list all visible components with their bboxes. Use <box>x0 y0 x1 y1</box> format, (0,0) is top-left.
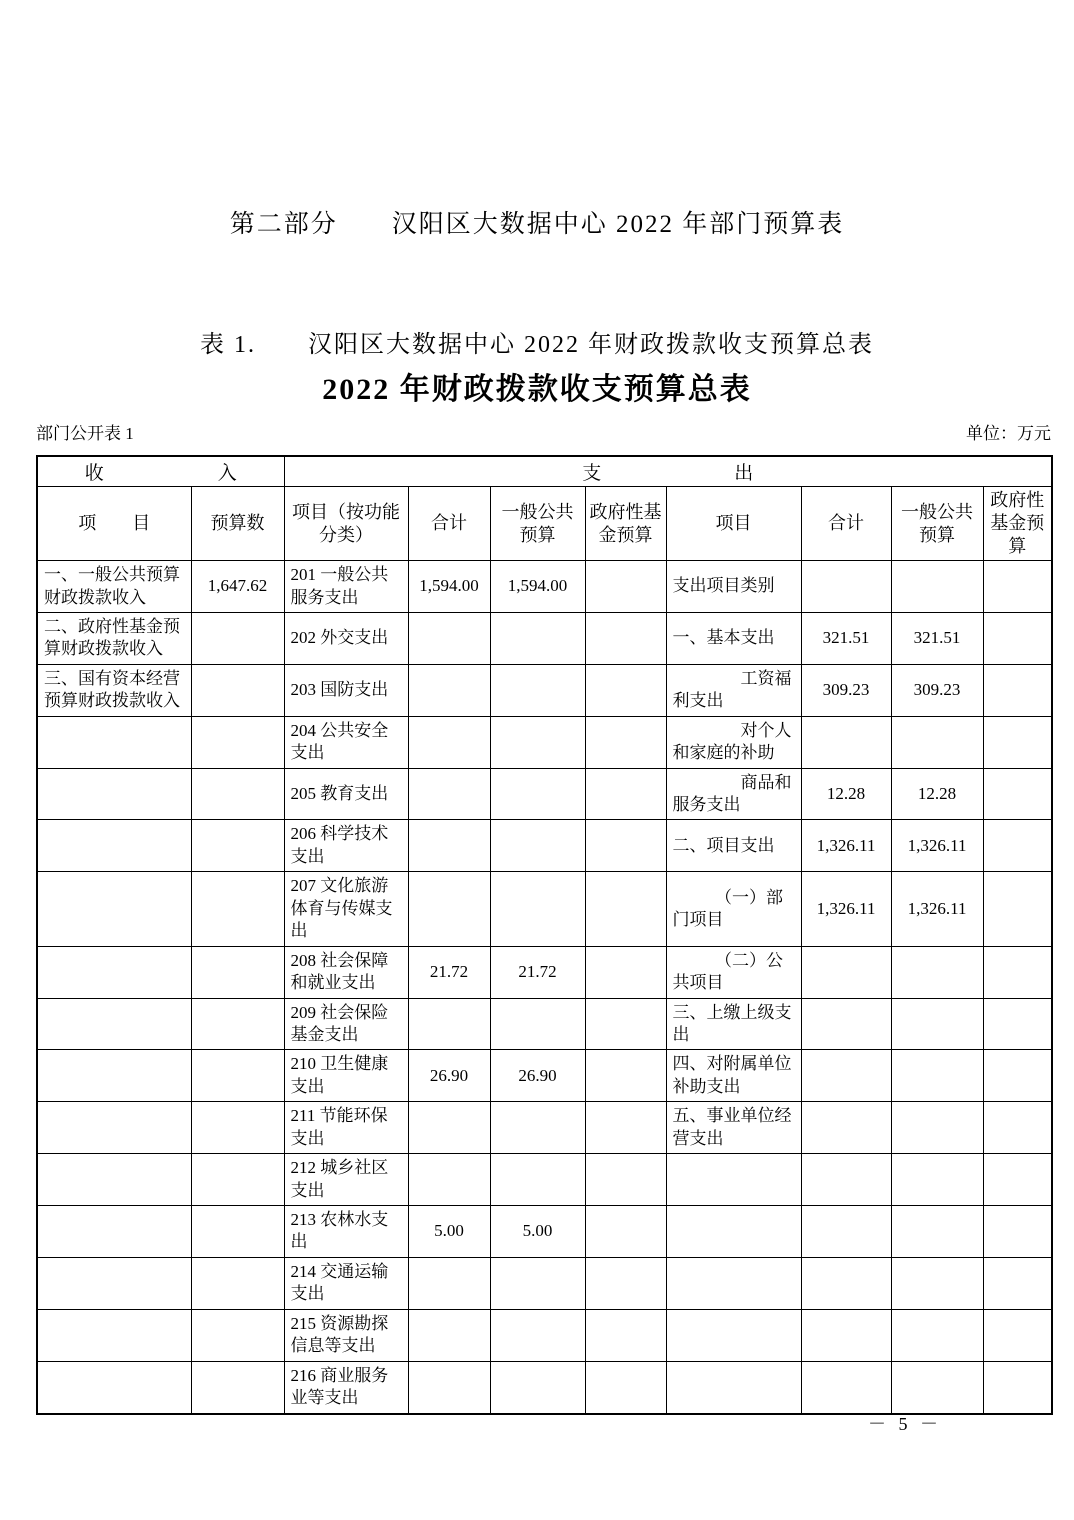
cell-r9-c8 <box>801 998 891 1050</box>
cell-r11-c7: 五、事业单位经营支出 <box>666 1102 801 1154</box>
cell-r10-c1 <box>37 1050 191 1102</box>
page-number: － 5 － <box>868 1414 942 1434</box>
cell-r2-c3: 202 外交支出 <box>284 612 408 664</box>
cell-r12-c3: 212 城乡社区支出 <box>284 1154 408 1206</box>
cell-r7-c8: 1,326.11 <box>801 872 891 946</box>
cell-r14-c10 <box>983 1257 1052 1309</box>
cell-r11-c5 <box>490 1102 585 1154</box>
cell-r10-c5: 26.90 <box>490 1050 585 1102</box>
cell-r5-c10 <box>983 768 1052 820</box>
column-header-5: 一般公共预算 <box>490 487 585 561</box>
cell-r7-c7: （一）部门项目 <box>666 872 801 946</box>
cell-r13-c9 <box>891 1206 983 1258</box>
cell-r3-c3: 203 国防支出 <box>284 664 408 716</box>
cell-r5-c5 <box>490 768 585 820</box>
budget-summary-table <box>36 455 1053 1415</box>
table-row <box>37 1102 1052 1154</box>
cell-r7-c3: 207 文化旅游体育与传媒支出 <box>284 872 408 946</box>
cell-r3-c2 <box>191 664 284 716</box>
cell-r13-c5: 5.00 <box>490 1206 585 1258</box>
cell-r15-c7 <box>666 1309 801 1361</box>
cell-r1-c3: 201 一般公共服务支出 <box>284 561 408 613</box>
cell-r14-c5 <box>490 1257 585 1309</box>
cell-r14-c7 <box>666 1257 801 1309</box>
cell-r4-c2 <box>191 716 284 768</box>
table-row <box>37 1154 1052 1206</box>
cell-r7-c10 <box>983 872 1052 946</box>
cell-r10-c3: 210 卫生健康支出 <box>284 1050 408 1102</box>
cell-r15-c10 <box>983 1309 1052 1361</box>
cell-r4-c4 <box>408 716 490 768</box>
cell-r15-c4 <box>408 1309 490 1361</box>
cell-r14-c9 <box>891 1257 983 1309</box>
cell-r1-c7: 支出项目类别 <box>666 561 801 613</box>
cell-r1-c9 <box>891 561 983 613</box>
table-row <box>37 664 1052 716</box>
cell-r10-c4: 26.90 <box>408 1050 490 1102</box>
column-header-3: 项目（按功能分类） <box>284 487 408 561</box>
cell-r9-c1 <box>37 998 191 1050</box>
column-header-8: 合计 <box>801 487 891 561</box>
cell-r11-c6 <box>585 1102 666 1154</box>
cell-r2-c9: 321.51 <box>891 612 983 664</box>
cell-r3-c8: 309.23 <box>801 664 891 716</box>
cell-r1-c4: 1,594.00 <box>408 561 490 613</box>
table-row <box>37 561 1052 613</box>
cell-r3-c6 <box>585 664 666 716</box>
cell-r16-c7 <box>666 1361 801 1413</box>
cell-r8-c6 <box>585 946 666 998</box>
cell-r4-c5 <box>490 716 585 768</box>
cell-r12-c10 <box>983 1154 1052 1206</box>
cell-r4-c1 <box>37 716 191 768</box>
cell-r2-c10 <box>983 612 1052 664</box>
cell-r9-c3: 209 社会保险基金支出 <box>284 998 408 1050</box>
table-body <box>37 561 1052 1414</box>
cell-r9-c9 <box>891 998 983 1050</box>
table-row <box>37 612 1052 664</box>
cell-r2-c5 <box>490 612 585 664</box>
cell-r11-c8 <box>801 1102 891 1154</box>
cell-r8-c3: 208 社会保障和就业支出 <box>284 946 408 998</box>
cell-r10-c6 <box>585 1050 666 1102</box>
cell-r12-c2 <box>191 1154 284 1206</box>
cell-r16-c5 <box>490 1361 585 1413</box>
part-title: 第二部分 汉阳区大数据中心 2022 年部门预算表 <box>229 211 845 238</box>
cell-r4-c8 <box>801 716 891 768</box>
cell-r9-c6 <box>585 998 666 1050</box>
cell-r14-c4 <box>408 1257 490 1309</box>
cell-r12-c9 <box>891 1154 983 1206</box>
cell-r4-c7: 对个人和家庭的补助 <box>666 716 801 768</box>
cell-r10-c8 <box>801 1050 891 1102</box>
cell-r3-c5 <box>490 664 585 716</box>
cell-r11-c2 <box>191 1102 284 1154</box>
table-row <box>37 1361 1052 1413</box>
cell-r8-c4: 21.72 <box>408 946 490 998</box>
cell-r13-c10 <box>983 1206 1052 1258</box>
cell-r15-c2 <box>191 1309 284 1361</box>
cell-r13-c4: 5.00 <box>408 1206 490 1258</box>
cell-r15-c6 <box>585 1309 666 1361</box>
table-row <box>37 1309 1052 1361</box>
table-label: 部门公开表 1 <box>36 424 134 443</box>
cell-r8-c1 <box>37 946 191 998</box>
cell-r15-c9 <box>891 1309 983 1361</box>
cell-r16-c2 <box>191 1361 284 1413</box>
cell-r14-c6 <box>585 1257 666 1309</box>
cell-r6-c6 <box>585 820 666 872</box>
table-row <box>37 768 1052 820</box>
cell-r15-c3: 215 资源勘探信息等支出 <box>284 1309 408 1361</box>
table-main-title: 2022 年财政拨款收支预算总表 <box>322 373 752 406</box>
cell-r6-c3: 206 科学技术支出 <box>284 820 408 872</box>
cell-r12-c5 <box>490 1154 585 1206</box>
cell-r8-c2 <box>191 946 284 998</box>
cell-r10-c2 <box>191 1050 284 1102</box>
cell-r6-c10 <box>983 820 1052 872</box>
column-header-6: 政府性基金预算 <box>585 487 666 561</box>
table-row <box>37 998 1052 1050</box>
cell-r14-c3: 214 交通运输支出 <box>284 1257 408 1309</box>
cell-r2-c4 <box>408 612 490 664</box>
cell-r2-c1: 二、政府性基金预算财政拨款收入 <box>37 612 191 664</box>
cell-r11-c9 <box>891 1102 983 1154</box>
cell-r15-c8 <box>801 1309 891 1361</box>
cell-r5-c7: 商品和服务支出 <box>666 768 801 820</box>
cell-r4-c10 <box>983 716 1052 768</box>
cell-r8-c5: 21.72 <box>490 946 585 998</box>
cell-r12-c7 <box>666 1154 801 1206</box>
column-header-row <box>37 487 1052 561</box>
cell-r6-c8: 1,326.11 <box>801 820 891 872</box>
unit-label: 单位：万元 <box>966 424 1051 443</box>
cell-r3-c9: 309.23 <box>891 664 983 716</box>
cell-r13-c8 <box>801 1206 891 1258</box>
table-caption: 表 1. 汉阳区大数据中心 2022 年财政拨款收支预算总表 <box>200 332 874 358</box>
cell-r5-c9: 12.28 <box>891 768 983 820</box>
cell-r5-c8: 12.28 <box>801 768 891 820</box>
cell-r15-c5 <box>490 1309 585 1361</box>
cell-r11-c4 <box>408 1102 490 1154</box>
table-row <box>37 1050 1052 1102</box>
cell-r6-c7: 二、项目支出 <box>666 820 801 872</box>
cell-r16-c3: 216 商业服务业等支出 <box>284 1361 408 1413</box>
cell-r11-c3: 211 节能环保支出 <box>284 1102 408 1154</box>
table-row <box>37 1257 1052 1309</box>
table-header <box>37 456 1052 561</box>
cell-r7-c1 <box>37 872 191 946</box>
cell-r12-c8 <box>801 1154 891 1206</box>
cell-r8-c10 <box>983 946 1052 998</box>
cell-r16-c4 <box>408 1361 490 1413</box>
cell-r9-c7: 三、上缴上级支出 <box>666 998 801 1050</box>
cell-r13-c1 <box>37 1206 191 1258</box>
column-header-1: 项 目 <box>37 487 191 561</box>
cell-r1-c8 <box>801 561 891 613</box>
cell-r7-c4 <box>408 872 490 946</box>
cell-r5-c6 <box>585 768 666 820</box>
cell-r16-c8 <box>801 1361 891 1413</box>
cell-r9-c4 <box>408 998 490 1050</box>
cell-r8-c9 <box>891 946 983 998</box>
cell-r8-c8 <box>801 946 891 998</box>
cell-r13-c6 <box>585 1206 666 1258</box>
cell-r3-c4 <box>408 664 490 716</box>
cell-r5-c4 <box>408 768 490 820</box>
group-header-row <box>37 456 1052 487</box>
cell-r4-c6 <box>585 716 666 768</box>
cell-r13-c2 <box>191 1206 284 1258</box>
table-meta-row <box>36 419 1051 444</box>
cell-r1-c2: 1,647.62 <box>191 561 284 613</box>
cell-r5-c1 <box>37 768 191 820</box>
cell-r13-c3: 213 农林水支出 <box>284 1206 408 1258</box>
cell-r13-c7 <box>666 1206 801 1258</box>
cell-r8-c7: （二）公共项目 <box>666 946 801 998</box>
cell-r14-c2 <box>191 1257 284 1309</box>
cell-r6-c4 <box>408 820 490 872</box>
cell-r1-c10 <box>983 561 1052 613</box>
cell-r11-c10 <box>983 1102 1052 1154</box>
cell-r2-c7: 一、基本支出 <box>666 612 801 664</box>
cell-r16-c9 <box>891 1361 983 1413</box>
cell-r3-c7: 工资福利支出 <box>666 664 801 716</box>
cell-r2-c6 <box>585 612 666 664</box>
income-group-header: 收 入 <box>37 456 284 487</box>
cell-r10-c7: 四、对附属单位补助支出 <box>666 1050 801 1102</box>
cell-r12-c1 <box>37 1154 191 1206</box>
cell-r2-c8: 321.51 <box>801 612 891 664</box>
cell-r2-c2 <box>191 612 284 664</box>
column-header-4: 合计 <box>408 487 490 561</box>
cell-r16-c10 <box>983 1361 1052 1413</box>
cell-r15-c1 <box>37 1309 191 1361</box>
table-row <box>37 1206 1052 1258</box>
expenditure-group-header: 支 出 <box>284 456 1052 487</box>
cell-r10-c10 <box>983 1050 1052 1102</box>
cell-r10-c9 <box>891 1050 983 1102</box>
cell-r5-c3: 205 教育支出 <box>284 768 408 820</box>
table-row <box>37 716 1052 768</box>
cell-r9-c10 <box>983 998 1052 1050</box>
cell-r5-c2 <box>191 768 284 820</box>
cell-r7-c9: 1,326.11 <box>891 872 983 946</box>
cell-r9-c2 <box>191 998 284 1050</box>
table-row <box>37 872 1052 946</box>
table-row <box>37 820 1052 872</box>
cell-r16-c6 <box>585 1361 666 1413</box>
column-header-10: 政府性基金预算 <box>983 487 1052 561</box>
cell-r14-c1 <box>37 1257 191 1309</box>
cell-r1-c1: 一、一般公共预算财政拨款收入 <box>37 561 191 613</box>
column-header-7: 项目 <box>666 487 801 561</box>
cell-r6-c5 <box>490 820 585 872</box>
cell-r6-c9: 1,326.11 <box>891 820 983 872</box>
cell-r1-c5: 1,594.00 <box>490 561 585 613</box>
cell-r16-c1 <box>37 1361 191 1413</box>
cell-r11-c1 <box>37 1102 191 1154</box>
cell-r12-c4 <box>408 1154 490 1206</box>
cell-r14-c8 <box>801 1257 891 1309</box>
cell-r1-c6 <box>585 561 666 613</box>
cell-r4-c3: 204 公共安全支出 <box>284 716 408 768</box>
cell-r7-c2 <box>191 872 284 946</box>
column-header-2: 预算数 <box>191 487 284 561</box>
cell-r3-c1: 三、国有资本经营预算财政拨款收入 <box>37 664 191 716</box>
cell-r6-c2 <box>191 820 284 872</box>
cell-r6-c1 <box>37 820 191 872</box>
cell-r7-c6 <box>585 872 666 946</box>
cell-r9-c5 <box>490 998 585 1050</box>
table-row <box>37 946 1052 998</box>
cell-r4-c9 <box>891 716 983 768</box>
cell-r12-c6 <box>585 1154 666 1206</box>
cell-r7-c5 <box>490 872 585 946</box>
cell-r3-c10 <box>983 664 1052 716</box>
column-header-9: 一般公共预算 <box>891 487 983 561</box>
